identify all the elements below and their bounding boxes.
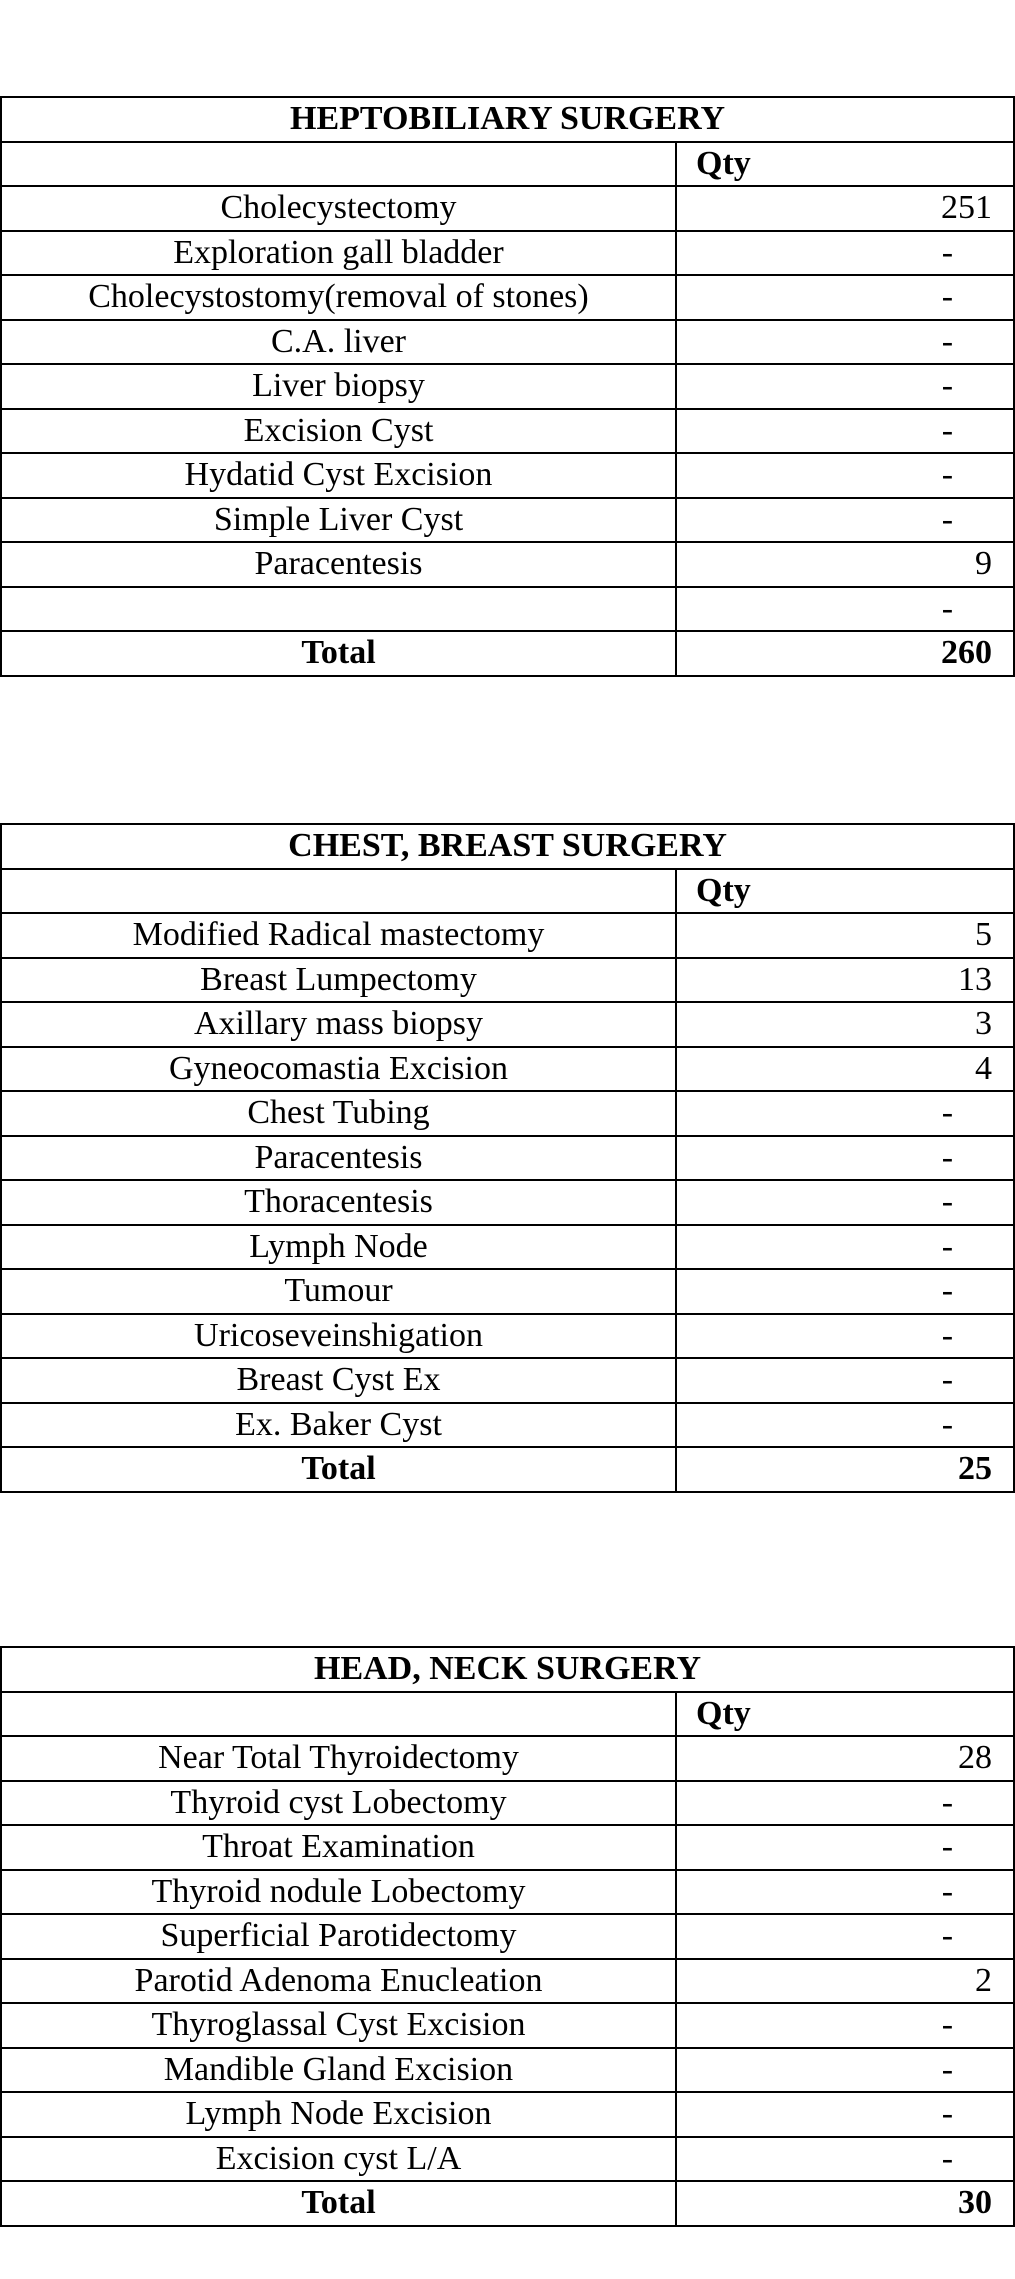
table-row bbox=[1, 1180, 1014, 1225]
procedure-name: Tumour bbox=[1, 1269, 676, 1314]
procedure-name: Cholecystectomy bbox=[1, 186, 676, 231]
table-title-row bbox=[1, 1647, 1014, 1692]
procedure-qty: 5 bbox=[676, 913, 1014, 958]
procedure-qty: - bbox=[676, 1314, 1014, 1359]
procedure-name: Parotid Adenoma Enucleation bbox=[1, 1959, 676, 2004]
procedure-qty: - bbox=[676, 275, 1014, 320]
total-label: Total bbox=[1, 1447, 676, 1492]
procedure-name: Cholecystostomy(removal of stones) bbox=[1, 275, 676, 320]
procedure-name: Ex. Baker Cyst bbox=[1, 1403, 676, 1448]
procedure-name: Thoracentesis bbox=[1, 1180, 676, 1225]
chest-breast-table bbox=[0, 823, 1015, 1493]
table-row bbox=[1, 498, 1014, 543]
table-row bbox=[1, 186, 1014, 231]
procedure-name: Uricoseveinshigation bbox=[1, 1314, 676, 1359]
procedure-qty: - bbox=[676, 1825, 1014, 1870]
procedure-qty: - bbox=[676, 1091, 1014, 1136]
table-row bbox=[1, 1825, 1014, 1870]
procedure-qty: - bbox=[676, 2137, 1014, 2182]
procedure-name: Exploration gall bladder bbox=[1, 231, 676, 276]
procedure-name: Breast Cyst Ex bbox=[1, 1358, 676, 1403]
procedure-name: Thyroid cyst Lobectomy bbox=[1, 1781, 676, 1826]
table-row bbox=[1, 958, 1014, 1003]
procedure-qty: - bbox=[676, 1269, 1014, 1314]
procedure-qty: 9 bbox=[676, 542, 1014, 587]
total-row bbox=[1, 2181, 1014, 2226]
header-blank-cell bbox=[1, 869, 676, 914]
table-header-row bbox=[1, 1692, 1014, 1737]
table-row bbox=[1, 1403, 1014, 1448]
table-row bbox=[1, 913, 1014, 958]
table-row bbox=[1, 275, 1014, 320]
procedure-qty: - bbox=[676, 364, 1014, 409]
table-row bbox=[1, 1736, 1014, 1781]
procedure-name: Lymph Node Excision bbox=[1, 2092, 676, 2137]
procedure-qty: - bbox=[676, 1225, 1014, 1270]
table-row bbox=[1, 364, 1014, 409]
procedure-qty: - bbox=[676, 2048, 1014, 2093]
total-label: Total bbox=[1, 2181, 676, 2226]
table-row bbox=[1, 409, 1014, 454]
procedure-qty: 251 bbox=[676, 186, 1014, 231]
procedure-qty: - bbox=[676, 587, 1014, 632]
table-row bbox=[1, 2092, 1014, 2137]
procedure-name: Throat Examination bbox=[1, 1825, 676, 1870]
procedure-name: Breast Lumpectomy bbox=[1, 958, 676, 1003]
total-value: 25 bbox=[676, 1447, 1014, 1492]
table-row bbox=[1, 1269, 1014, 1314]
procedure-name: Excision Cyst bbox=[1, 409, 676, 454]
procedure-name: Thyroglassal Cyst Excision bbox=[1, 2003, 676, 2048]
table-row bbox=[1, 1781, 1014, 1826]
total-row bbox=[1, 1447, 1014, 1492]
total-value: 30 bbox=[676, 2181, 1014, 2226]
table-header-row bbox=[1, 142, 1014, 187]
table-row bbox=[1, 1914, 1014, 1959]
total-value: 260 bbox=[676, 631, 1014, 676]
procedure-qty: - bbox=[676, 1781, 1014, 1826]
table-title-row bbox=[1, 824, 1014, 869]
table-row bbox=[1, 1225, 1014, 1270]
procedure-name: Gyneocomastia Excision bbox=[1, 1047, 676, 1092]
table-row bbox=[1, 1314, 1014, 1359]
procedure-qty: 28 bbox=[676, 1736, 1014, 1781]
heptobiliary-table bbox=[0, 96, 1015, 677]
total-row bbox=[1, 631, 1014, 676]
header-blank-cell bbox=[1, 142, 676, 187]
table-title: HEPTOBILIARY SURGERY bbox=[1, 97, 1014, 142]
table-row bbox=[1, 587, 1014, 632]
table-row bbox=[1, 231, 1014, 276]
table-row bbox=[1, 320, 1014, 365]
procedure-qty: - bbox=[676, 1914, 1014, 1959]
qty-header: Qty bbox=[676, 869, 1014, 914]
procedure-qty: - bbox=[676, 498, 1014, 543]
procedure-qty: 3 bbox=[676, 1002, 1014, 1047]
procedure-name: Paracentesis bbox=[1, 1136, 676, 1181]
procedure-name: Excision cyst L/A bbox=[1, 2137, 676, 2182]
procedure-qty: - bbox=[676, 320, 1014, 365]
table-title: HEAD, NECK SURGERY bbox=[1, 1647, 1014, 1692]
procedure-qty: 4 bbox=[676, 1047, 1014, 1092]
table-row bbox=[1, 2048, 1014, 2093]
procedure-qty: - bbox=[676, 231, 1014, 276]
procedure-name: Lymph Node bbox=[1, 1225, 676, 1270]
qty-header: Qty bbox=[676, 142, 1014, 187]
procedure-name: Chest Tubing bbox=[1, 1091, 676, 1136]
procedure-name: Simple Liver Cyst bbox=[1, 498, 676, 543]
procedure-name: Mandible Gland Excision bbox=[1, 2048, 676, 2093]
table-row bbox=[1, 2003, 1014, 2048]
table-row bbox=[1, 1870, 1014, 1915]
procedure-name: Liver biopsy bbox=[1, 364, 676, 409]
table-row bbox=[1, 1358, 1014, 1403]
procedure-name: Axillary mass biopsy bbox=[1, 1002, 676, 1047]
procedure-qty: - bbox=[676, 453, 1014, 498]
procedure-name bbox=[1, 587, 676, 632]
procedure-name: Modified Radical mastectomy bbox=[1, 913, 676, 958]
head-neck-table bbox=[0, 1646, 1015, 2227]
procedure-qty: - bbox=[676, 2003, 1014, 2048]
table-row bbox=[1, 1091, 1014, 1136]
procedure-qty: 13 bbox=[676, 958, 1014, 1003]
procedure-qty: - bbox=[676, 1870, 1014, 1915]
procedure-qty: - bbox=[676, 1403, 1014, 1448]
procedure-name: Hydatid Cyst Excision bbox=[1, 453, 676, 498]
table-row bbox=[1, 1959, 1014, 2004]
procedure-qty: - bbox=[676, 2092, 1014, 2137]
procedure-name: Paracentesis bbox=[1, 542, 676, 587]
table-row bbox=[1, 542, 1014, 587]
table-title: CHEST, BREAST SURGERY bbox=[1, 824, 1014, 869]
table-row bbox=[1, 453, 1014, 498]
procedure-qty: - bbox=[676, 1136, 1014, 1181]
table-title-row bbox=[1, 97, 1014, 142]
procedure-name: Superficial Parotidectomy bbox=[1, 1914, 676, 1959]
table-row bbox=[1, 1136, 1014, 1181]
procedure-name: Near Total Thyroidectomy bbox=[1, 1736, 676, 1781]
total-label: Total bbox=[1, 631, 676, 676]
procedure-qty: 2 bbox=[676, 1959, 1014, 2004]
header-blank-cell bbox=[1, 1692, 676, 1737]
procedure-qty: - bbox=[676, 409, 1014, 454]
procedure-qty: - bbox=[676, 1180, 1014, 1225]
procedure-name: C.A. liver bbox=[1, 320, 676, 365]
table-row bbox=[1, 2137, 1014, 2182]
table-row bbox=[1, 1002, 1014, 1047]
qty-header: Qty bbox=[676, 1692, 1014, 1737]
table-header-row bbox=[1, 869, 1014, 914]
procedure-name: Thyroid nodule Lobectomy bbox=[1, 1870, 676, 1915]
procedure-qty: - bbox=[676, 1358, 1014, 1403]
table-row bbox=[1, 1047, 1014, 1092]
